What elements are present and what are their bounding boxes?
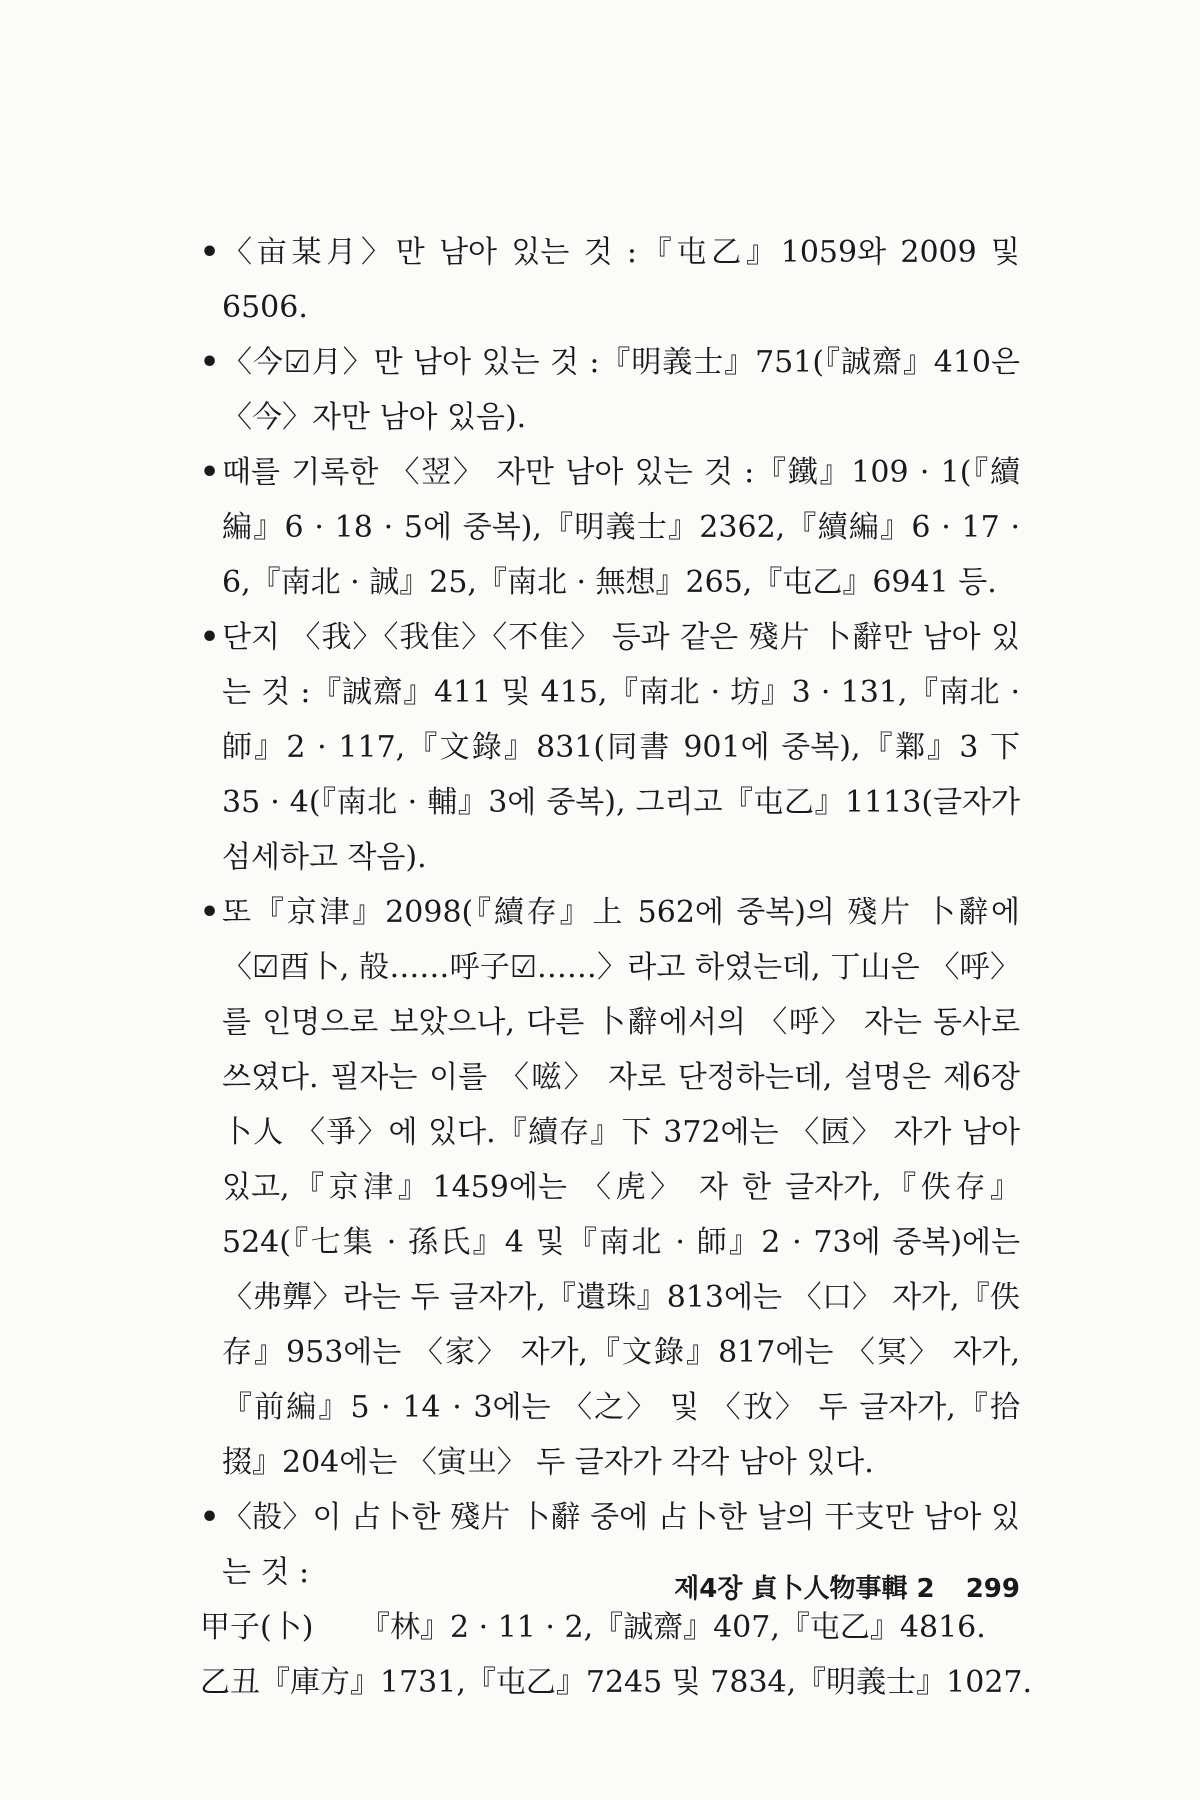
bullet-item-2 — [200, 335, 1020, 445]
bullet-item-4 — [200, 610, 1020, 885]
bullet-text-4: 단지 〈我〉〈我隹〉〈不隹〉 등과 같은 殘片 卜辭만 남아 있는 것 :『誠齋』411 및 415,『南北 · 坊』3 · 131,『南北 · 師』2 · 117,『文錄』831(同書 901에 중복),『鄴』3 下 35 · 4(『南北 · 輔』3에 중복), 그리고『屯乙』1113(글자가 섬세하고 작음). — [222, 620, 1020, 875]
bullet-text-3: 때를 기록한 〈翌〉 자만 남아 있는 것 :『鐵』109 · 1(『續編』6 · 18 · 5에 중복),『明義士』2362,『續編』6 · 17 · 6,『南北 · 誠』25,『南北 · 無想』265,『屯乙』6941 등. — [222, 455, 1020, 600]
bullet-text-6: 〈㱿〉이 占卜한 殘片 卜辭 중에 占卜한 날의 干支만 남아 있는 것 : — [222, 1500, 1020, 1590]
ganzhi-key: 乙丑 — [200, 1665, 260, 1700]
bullet-marker: • — [200, 620, 220, 655]
bullet-text-1: 〈亩某月〉만 남아 있는 것 :『屯乙』1059와 2009 및 6506. — [222, 235, 1020, 325]
running-chapter-title: 제4장 貞卜人物事輯 2 — [674, 1574, 935, 1604]
bullet-marker: • — [200, 455, 220, 490]
bullet-item-3 — [200, 445, 1020, 610]
ganzhi-sources: 『林』2 · 11 · 2,『誠齋』407,『屯乙』4816. — [360, 1610, 986, 1645]
bullet-marker: • — [200, 235, 220, 270]
bullet-marker: • — [200, 1500, 220, 1535]
bullet-text-2: 〈今☑月〉만 남아 있는 것 :『明義士』751(『誠齋』410은 〈今〉자만 남아 있음). — [222, 345, 1020, 435]
ganzhi-sources: 『庫方』1731,『屯乙』7245 및 7834,『明義士』1027. — [260, 1665, 1033, 1700]
ganzhi-key: 甲子(卜) — [200, 1610, 314, 1645]
bullet-marker: • — [200, 895, 220, 930]
bullet-text-5: 또『京津』2098(『續存』上 562에 중복)의 殘片 卜辭에 〈☑酉卜, 㱿……呼子☑……〉라고 하였는데, 丁山은 〈呼〉를 인명으로 보았으나, 다른 卜辭에서의 〈呼〉 자는 동사로 쓰였다. 필자는 이를 〈嗞〉 자로 단정하는데, 설명은 제6장 卜人 〈爭〉에 있다.『續存』下 372에는 〈㔷〉 자가 남아 있고,『京津』1459에는 〈虎〉 자 한 글자가,『佚存』524(『七集 · 孫氏』4 및『南北 · 師』2 · 73에 중복)에는 〈弗龏〉라는 두 글자가,『遺珠』813에는 〈口〉 자가,『佚存』953에는 〈家〉 자가,『文錄』817에는 〈冥〉 자가,『前編』5 · 14 · 3에는 〈之〉 및 〈㪀〉 두 글자가,『拾掇』204에는 〈寅㞢〉 두 글자가 각각 남아 있다. — [222, 895, 1020, 1480]
bullet-item-5 — [200, 885, 1020, 1490]
page-number: 299 — [965, 1574, 1020, 1604]
page-footer — [674, 1568, 1020, 1605]
bullet-marker: • — [200, 345, 220, 380]
page-body — [200, 225, 1033, 1710]
bullet-item-1 — [200, 225, 1020, 335]
ganzhi-entry-yichou — [200, 1655, 1033, 1710]
ganzhi-entry-jiazi — [200, 1600, 1020, 1655]
